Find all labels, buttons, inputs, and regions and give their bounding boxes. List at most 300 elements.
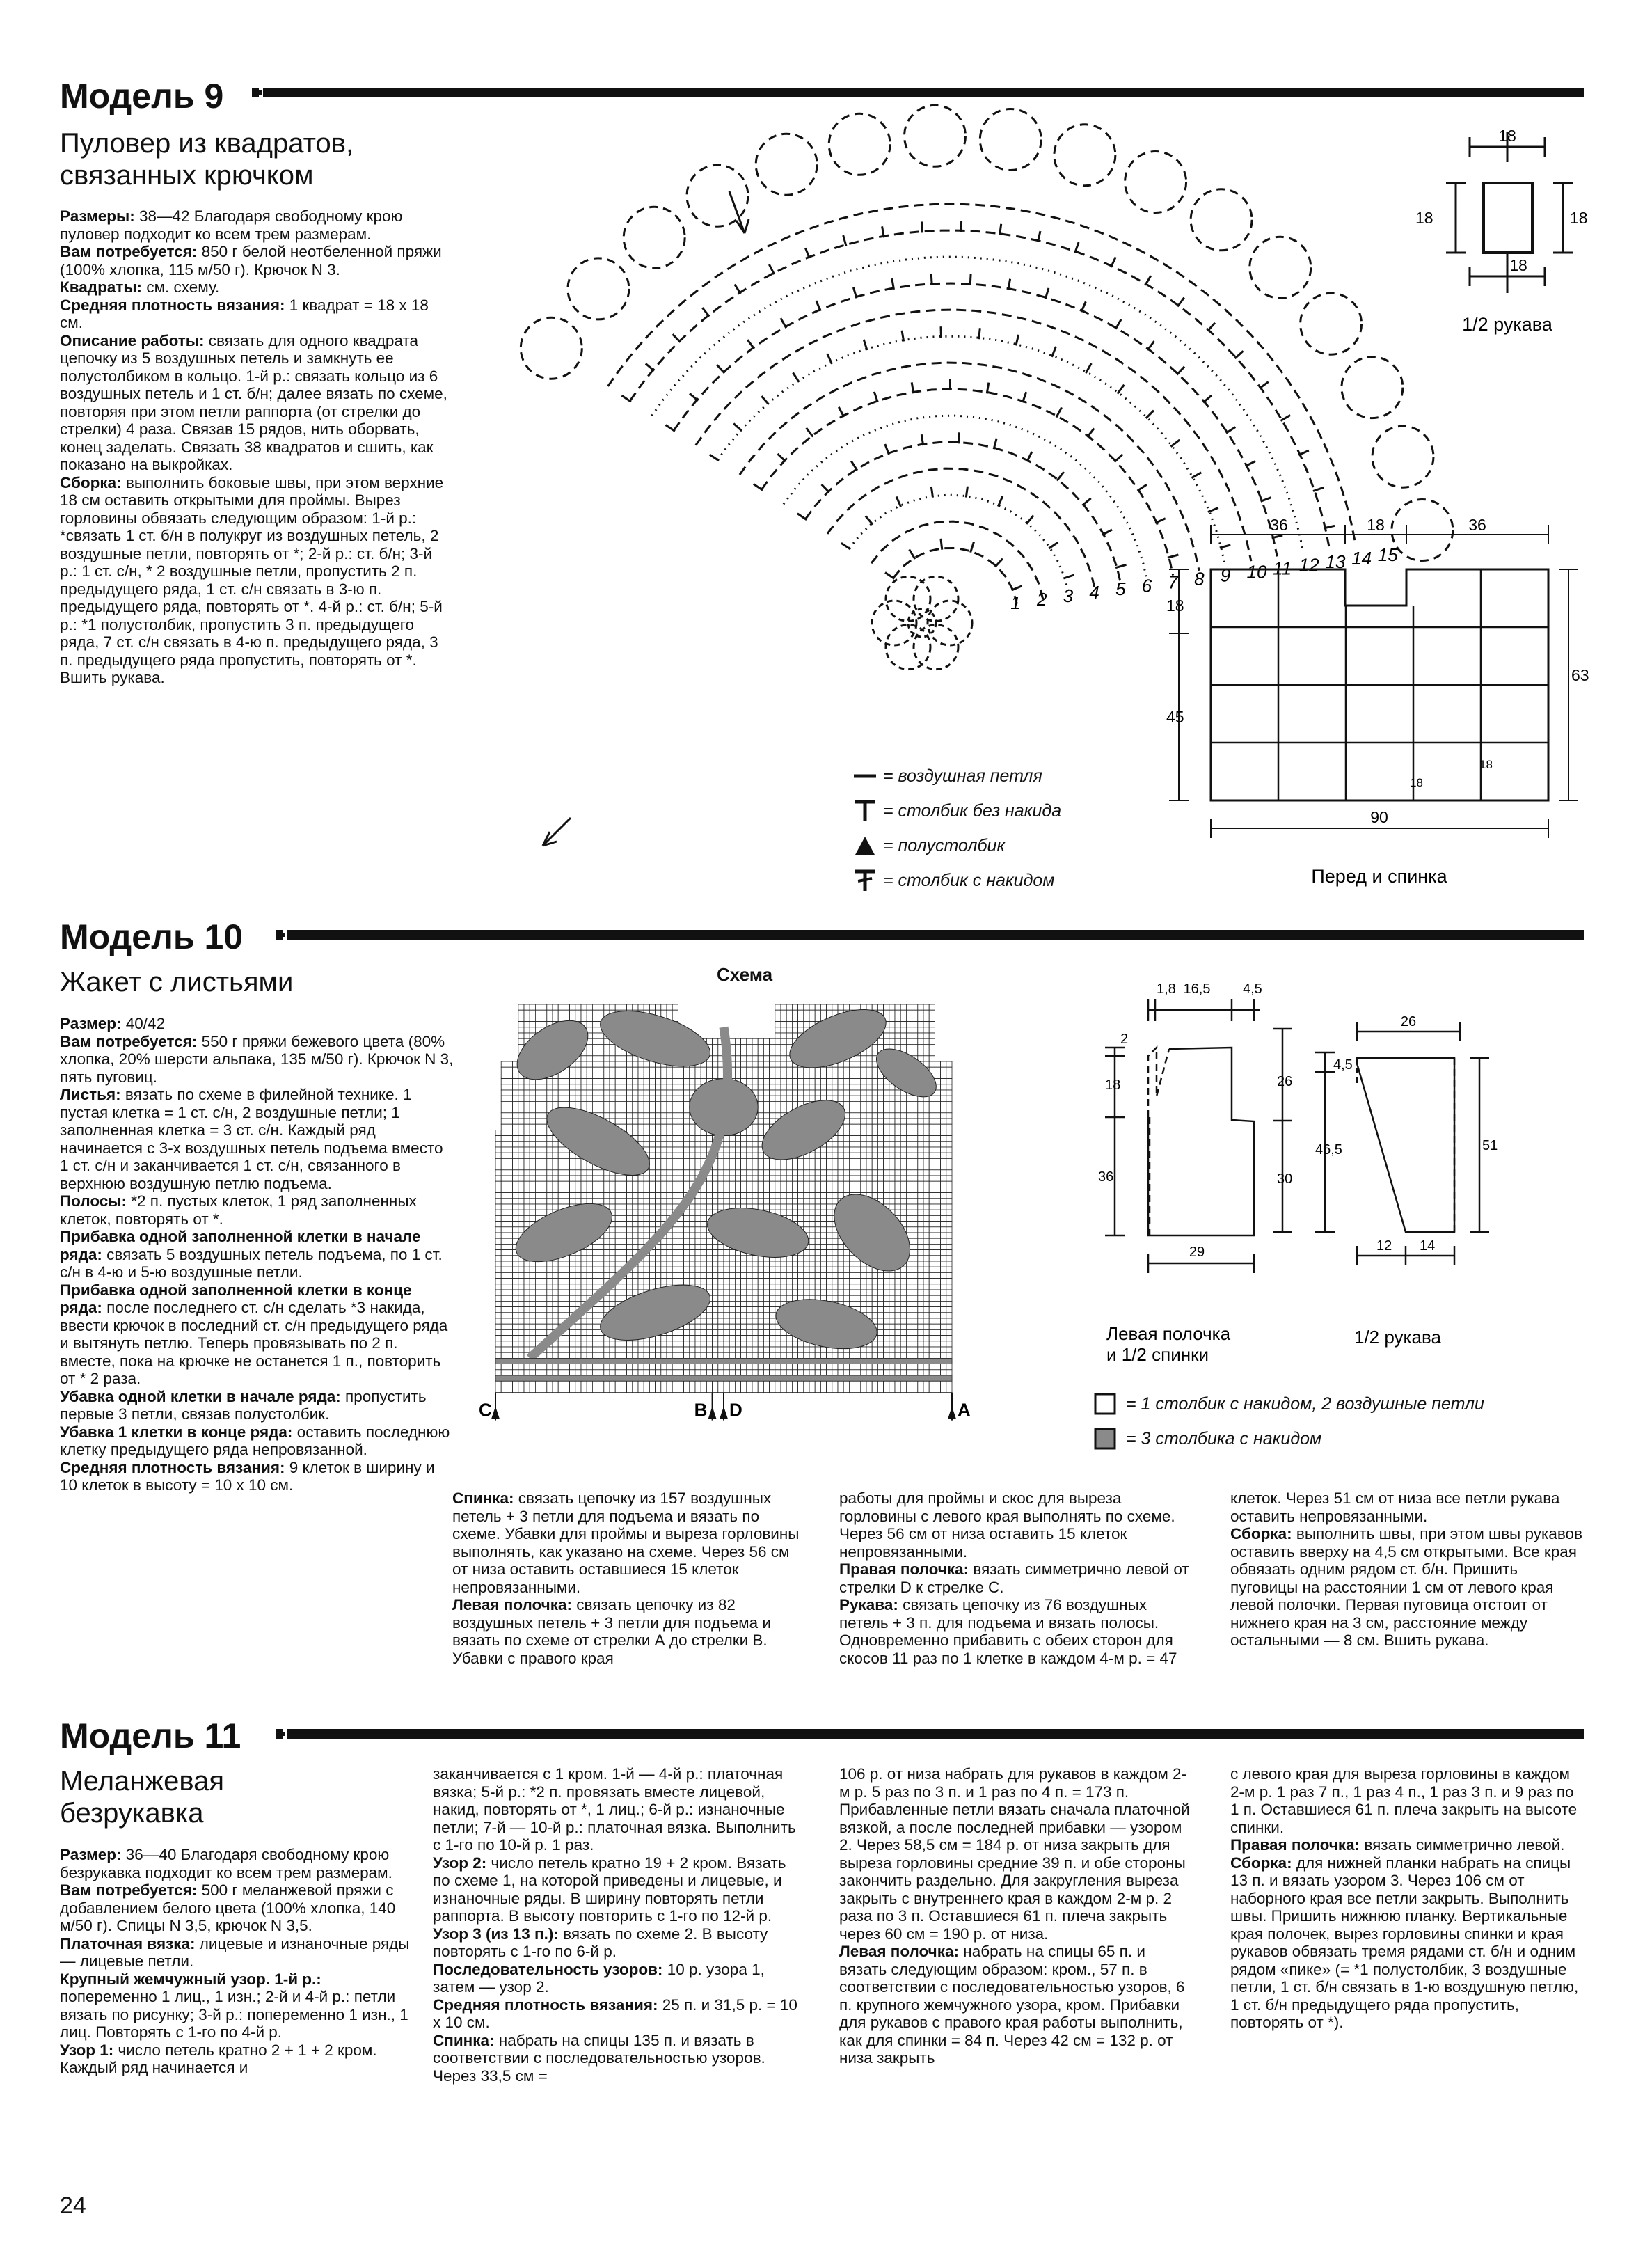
filet-cell xyxy=(513,1222,518,1227)
filet-cell xyxy=(713,1244,718,1249)
filet-cell xyxy=(615,1004,621,1010)
filet-cell xyxy=(735,1181,740,1187)
filet-cell xyxy=(581,1352,587,1358)
filet-cell xyxy=(615,1113,621,1119)
filet-cell xyxy=(661,1084,667,1090)
filet-cell xyxy=(598,1010,604,1016)
filet-cell xyxy=(923,1284,929,1290)
filet-cell xyxy=(587,1170,592,1176)
filet-cell xyxy=(615,1227,621,1233)
filet-cell xyxy=(843,1279,849,1284)
filet-cell xyxy=(610,1290,615,1295)
filet-cell xyxy=(656,1176,661,1181)
filet-cell xyxy=(535,1318,541,1324)
filet-cell xyxy=(541,1352,547,1358)
filet-cell xyxy=(621,1073,626,1078)
filet-cell xyxy=(638,1136,644,1142)
filet-cell xyxy=(741,1347,747,1352)
filet-cell xyxy=(690,1250,695,1256)
filet-cell xyxy=(558,1301,564,1306)
filet-cell xyxy=(507,1176,512,1181)
round-number: 3 xyxy=(1063,585,1074,606)
filet-cell xyxy=(495,1352,501,1358)
filet-cell xyxy=(838,1187,843,1192)
filet-cell xyxy=(792,1084,797,1090)
filet-cell xyxy=(741,1147,747,1153)
filet-cell xyxy=(513,1170,518,1176)
filet-cell xyxy=(501,1272,507,1278)
filet-cell xyxy=(832,1090,838,1096)
filet-cell xyxy=(804,1279,809,1284)
filet-cell xyxy=(763,1341,769,1347)
filet-cell xyxy=(535,1329,541,1335)
filet-cell xyxy=(895,1329,900,1335)
filet-cell xyxy=(621,1113,626,1119)
filet-cell xyxy=(524,1272,530,1278)
filet-cell xyxy=(792,1090,797,1096)
filet-cell xyxy=(946,1284,952,1290)
filet-cell xyxy=(929,1290,935,1295)
filet-cell xyxy=(706,1250,712,1256)
filet-cell xyxy=(524,1170,530,1176)
filet-cell xyxy=(889,1176,895,1181)
filet-cell xyxy=(541,1090,547,1096)
crochet-round xyxy=(827,468,1095,590)
paragraph-body: пропустить первые 3 петли, связав полустолбик. xyxy=(60,1387,427,1423)
filet-cell xyxy=(729,1336,735,1341)
filet-cell xyxy=(644,1107,649,1113)
sleeve-dim-left: 18 xyxy=(1415,209,1433,227)
filet-cell xyxy=(684,1222,690,1227)
filet-cell xyxy=(781,1067,786,1073)
filet-cell xyxy=(827,1267,832,1272)
filet-cell xyxy=(866,1153,872,1158)
filet-cell xyxy=(656,1347,661,1352)
stitch-mark xyxy=(995,559,1003,567)
filet-cell xyxy=(815,1272,820,1278)
filet-cell xyxy=(695,1215,701,1221)
filet-cell xyxy=(741,1301,747,1306)
filet-cell xyxy=(763,1324,769,1329)
stitch-mark xyxy=(807,428,813,437)
filet-cell xyxy=(889,1341,895,1347)
filet-cell xyxy=(501,1170,507,1176)
filet-cell xyxy=(729,1307,735,1313)
filet-cell xyxy=(781,1096,786,1101)
filet-cell xyxy=(929,1022,935,1027)
filet-cell xyxy=(604,1113,610,1119)
filet-cell xyxy=(627,1279,633,1284)
filet-cell xyxy=(684,1147,690,1153)
filet-cell xyxy=(501,1347,507,1352)
filet-cell xyxy=(786,1022,792,1027)
filet-cell xyxy=(530,1096,535,1101)
filet-cell xyxy=(781,1079,786,1084)
filet-cell xyxy=(849,1147,855,1153)
filet-cell xyxy=(553,1147,558,1153)
filet-cell xyxy=(832,1250,838,1256)
filet-cell xyxy=(935,1256,940,1261)
filet-cell xyxy=(587,1347,592,1352)
filet-cell xyxy=(713,1324,718,1329)
filet-cell xyxy=(781,1164,786,1170)
filet-cell xyxy=(724,1267,729,1272)
filet-cell xyxy=(918,1101,923,1107)
filet-cell xyxy=(843,1256,849,1261)
filet-cell xyxy=(895,1193,900,1199)
filet-cell xyxy=(627,1096,633,1101)
filet-cell xyxy=(627,1067,633,1073)
filet-cell xyxy=(763,1193,769,1199)
filet-cell xyxy=(610,1261,615,1267)
filet-cell xyxy=(946,1227,952,1233)
filet-cell xyxy=(513,1096,518,1101)
filet-cell xyxy=(729,1295,735,1301)
filet-cell xyxy=(827,1256,832,1261)
filet-cell xyxy=(866,1096,872,1101)
filet-cell xyxy=(758,1107,763,1113)
filet-cell xyxy=(861,1347,866,1352)
filet-cell xyxy=(735,1199,740,1204)
filet-cell xyxy=(678,1193,683,1199)
filet-cell xyxy=(524,1153,530,1158)
filet-cell xyxy=(672,1101,678,1107)
filet-cell xyxy=(877,1153,883,1158)
paragraph-lead: Сборка: xyxy=(60,473,122,491)
center-petal xyxy=(914,625,958,670)
filet-cell xyxy=(758,1352,763,1358)
filet-cell xyxy=(815,1067,820,1073)
filet-cell xyxy=(804,1267,809,1272)
filet-cell xyxy=(656,1067,661,1073)
filet-cell xyxy=(770,1038,775,1044)
filet-cell xyxy=(935,1279,940,1284)
filet-cell xyxy=(884,1147,889,1153)
filet-cell xyxy=(752,1130,758,1135)
filet-cell xyxy=(935,1187,940,1192)
filet-cell xyxy=(530,1176,535,1181)
filet-cell xyxy=(889,1199,895,1204)
filet-cell xyxy=(684,1073,690,1078)
filet-cell xyxy=(690,1142,695,1147)
filet-cell xyxy=(706,1318,712,1324)
filet-cell xyxy=(513,1124,518,1130)
filet-cell xyxy=(649,1170,655,1176)
filet-cell xyxy=(912,1147,918,1153)
filet-cell xyxy=(518,1010,524,1016)
filet-cell xyxy=(495,1170,501,1176)
filet-cell xyxy=(592,1004,598,1010)
filet-cell xyxy=(941,1187,946,1192)
filet-cell xyxy=(815,1153,820,1158)
filet-cell xyxy=(792,1347,797,1352)
filet-cell xyxy=(935,1061,940,1067)
filet-cell xyxy=(547,1284,553,1290)
filet-cell xyxy=(741,1050,747,1056)
filet-cell xyxy=(587,1256,592,1261)
filet-cell xyxy=(667,1079,672,1084)
filet-cell xyxy=(855,1267,861,1272)
filet-cell xyxy=(918,1290,923,1295)
filet-cell xyxy=(792,1267,797,1272)
filet-cell xyxy=(889,1107,895,1113)
filet-cell xyxy=(918,1250,923,1256)
filet-cell xyxy=(895,1347,900,1352)
filet-cell xyxy=(587,1290,592,1295)
filet-cell xyxy=(861,1290,866,1295)
filet-cell xyxy=(661,1352,667,1358)
filet-cell xyxy=(884,1301,889,1306)
filet-cell xyxy=(946,1301,952,1306)
filet-cell xyxy=(941,1153,946,1158)
filet-cell xyxy=(621,1347,626,1352)
filet-cell xyxy=(541,1158,547,1164)
filet-cell xyxy=(541,1307,547,1313)
filet-cell xyxy=(701,1250,706,1256)
filet-cell xyxy=(690,1222,695,1227)
filet-cell xyxy=(724,1324,729,1329)
filet-cell xyxy=(770,1164,775,1170)
filet-cell xyxy=(501,1250,507,1256)
filet-cell xyxy=(724,1142,729,1147)
filet-cell xyxy=(866,1130,872,1135)
filet-cell xyxy=(627,1244,633,1249)
filet-cell xyxy=(638,1181,644,1187)
filet-cell xyxy=(690,1324,695,1329)
filet-cell xyxy=(558,1290,564,1295)
filet-cell xyxy=(752,1193,758,1199)
filet-cell xyxy=(775,1261,781,1267)
filet-cell xyxy=(729,1250,735,1256)
filet-cell xyxy=(621,1084,626,1090)
filet-cell xyxy=(656,1204,661,1210)
filet-cell xyxy=(513,1210,518,1215)
filet-cell xyxy=(923,1107,929,1113)
filet-cell xyxy=(598,1176,604,1181)
filet-cell xyxy=(598,1244,604,1249)
filet-cell xyxy=(553,1279,558,1284)
filet-cell xyxy=(513,1352,518,1358)
filet-cell xyxy=(889,1136,895,1142)
filet-cell xyxy=(889,1158,895,1164)
filet-cell xyxy=(786,1272,792,1278)
filet-cell xyxy=(633,1084,638,1090)
filet-cell xyxy=(581,1170,587,1176)
filet-cell xyxy=(912,1176,918,1181)
filet-cell xyxy=(501,1130,507,1135)
filet-cell xyxy=(678,1272,683,1278)
filet-cell xyxy=(535,1084,541,1090)
stitch-mark xyxy=(979,328,980,339)
filet-cell xyxy=(507,1130,512,1135)
filet-cell xyxy=(495,1250,501,1256)
filet-cell xyxy=(918,1301,923,1306)
filet-cell xyxy=(827,1284,832,1290)
filet-cell xyxy=(735,1341,740,1347)
filet-cell xyxy=(912,1256,918,1261)
filet-cell xyxy=(672,1199,678,1204)
filet-cell xyxy=(695,1238,701,1244)
filet-cell xyxy=(918,1164,923,1170)
filet-cell xyxy=(866,1124,872,1130)
filet-cell xyxy=(900,1153,906,1158)
filet-cell xyxy=(798,1256,804,1261)
filet-cell xyxy=(946,1279,952,1284)
filet-cell xyxy=(592,1107,598,1113)
filet-cell xyxy=(627,1227,633,1233)
filet-cell xyxy=(541,1181,547,1187)
filet-cell xyxy=(644,1227,649,1233)
filet-cell xyxy=(547,1279,553,1284)
filet-cell xyxy=(656,1279,661,1284)
filet-cell xyxy=(644,1124,649,1130)
filet-cell xyxy=(849,1124,855,1130)
filet-cell xyxy=(763,1290,769,1295)
filet-cell xyxy=(775,1352,781,1358)
stitch-mark xyxy=(702,308,709,317)
filet-cell xyxy=(792,1073,797,1078)
filet-cell xyxy=(866,1181,872,1187)
crochet-round xyxy=(608,204,1356,542)
filet-cell xyxy=(535,1193,541,1199)
filet-cell xyxy=(541,1084,547,1090)
filet-cell xyxy=(763,1158,769,1164)
filet-cell xyxy=(929,1295,935,1301)
filet-cell xyxy=(889,1170,895,1176)
filet-cell xyxy=(741,1136,747,1142)
filet-cell xyxy=(558,1272,564,1278)
filet-cell xyxy=(741,1279,747,1284)
filet-cell xyxy=(701,1199,706,1204)
stitch-mark xyxy=(931,487,932,498)
filet-cell xyxy=(615,1256,621,1261)
filet-cell xyxy=(598,1250,604,1256)
filet-cell xyxy=(547,1313,553,1318)
filet-cell xyxy=(598,1096,604,1101)
filet-cell xyxy=(547,1318,553,1324)
filet-cell xyxy=(570,1096,575,1101)
filet-cell xyxy=(849,1301,855,1306)
filet-cell xyxy=(923,1215,929,1221)
filet-cell xyxy=(763,1050,769,1056)
filet-cell xyxy=(513,1084,518,1090)
filet-cell xyxy=(706,1341,712,1347)
filet-cell xyxy=(747,1056,752,1061)
filet-cell xyxy=(827,1261,832,1267)
filet-cell xyxy=(900,1124,906,1130)
filet-cell xyxy=(941,1272,946,1278)
filet-cell xyxy=(524,1101,530,1107)
filet-cell xyxy=(781,1290,786,1295)
filet-cell xyxy=(820,1347,826,1352)
filet-cell xyxy=(866,1295,872,1301)
filet-cell xyxy=(872,1347,877,1352)
filet-cell xyxy=(884,1004,889,1010)
filet-cell xyxy=(695,1164,701,1170)
filet-cell xyxy=(633,1347,638,1352)
filet-cell xyxy=(900,1158,906,1164)
filet-cell xyxy=(587,1324,592,1329)
filet-cell xyxy=(735,1136,740,1142)
filet-cell xyxy=(786,1033,792,1038)
filet-cell xyxy=(701,1261,706,1267)
filet-cell xyxy=(798,1261,804,1267)
filet-cell xyxy=(649,1261,655,1267)
filet-cell xyxy=(615,1199,621,1204)
filet-cell xyxy=(649,1113,655,1119)
filet-cell xyxy=(906,1016,912,1021)
filet-cell xyxy=(729,1147,735,1153)
filet-cell xyxy=(747,1267,752,1272)
filet-cell xyxy=(672,1164,678,1170)
filet-cell xyxy=(672,1090,678,1096)
filet-cell xyxy=(615,1222,621,1227)
filet-cell xyxy=(706,1061,712,1067)
filet-cell xyxy=(861,1284,866,1290)
filet-cell xyxy=(667,1130,672,1135)
center-petal xyxy=(928,601,972,645)
filet-cell xyxy=(592,1352,598,1358)
repeat-arrow-icon xyxy=(729,191,749,233)
filet-cell xyxy=(701,1267,706,1272)
filet-cell xyxy=(946,1101,952,1107)
filet-cell xyxy=(946,1324,952,1329)
filet-cell xyxy=(592,1010,598,1016)
filet-cell xyxy=(929,1329,935,1335)
filet-cell xyxy=(633,1204,638,1210)
filet-cell xyxy=(575,1101,581,1107)
filet-cell xyxy=(946,1096,952,1101)
filet-cell xyxy=(564,1101,569,1107)
filet-cell xyxy=(838,1261,843,1267)
filet-cell xyxy=(558,1004,564,1010)
filet-cell xyxy=(690,1238,695,1244)
filet-cell xyxy=(724,1193,729,1199)
filet-cell xyxy=(587,1096,592,1101)
filet-cell xyxy=(941,1084,946,1090)
filet-cell xyxy=(667,1113,672,1119)
filet-cell xyxy=(884,1313,889,1318)
filet-cell xyxy=(918,1010,923,1016)
filet-cell xyxy=(855,1290,861,1295)
filet-cell xyxy=(815,1256,820,1261)
filet-cell xyxy=(575,1090,581,1096)
filet-cell xyxy=(547,1261,553,1267)
filet-cell xyxy=(843,1096,849,1101)
filet-cell xyxy=(592,1244,598,1249)
filet-cell xyxy=(752,1256,758,1261)
filet-cell xyxy=(638,1215,644,1221)
filet-cell xyxy=(610,1050,615,1056)
filet-cell xyxy=(775,1050,781,1056)
filet-cell xyxy=(718,1176,724,1181)
filet-cell xyxy=(758,1176,763,1181)
filet-cell xyxy=(918,1124,923,1130)
stitch-mark xyxy=(959,432,960,443)
filet-cell xyxy=(752,1318,758,1324)
filet-cell xyxy=(918,1336,923,1341)
filet-cell xyxy=(855,1136,861,1142)
filet-cell xyxy=(815,1222,820,1227)
paragraph-lead: Прибавка одной заполненной клетки в конце ряда: xyxy=(60,1281,412,1316)
filet-cell xyxy=(706,1193,712,1199)
filet-cell xyxy=(895,1170,900,1176)
scheme-title: Схема xyxy=(717,964,773,985)
filet-cell xyxy=(656,1352,661,1358)
filet-cell xyxy=(513,1227,518,1233)
filet-cell xyxy=(541,1130,547,1135)
filet-cell xyxy=(587,1318,592,1324)
